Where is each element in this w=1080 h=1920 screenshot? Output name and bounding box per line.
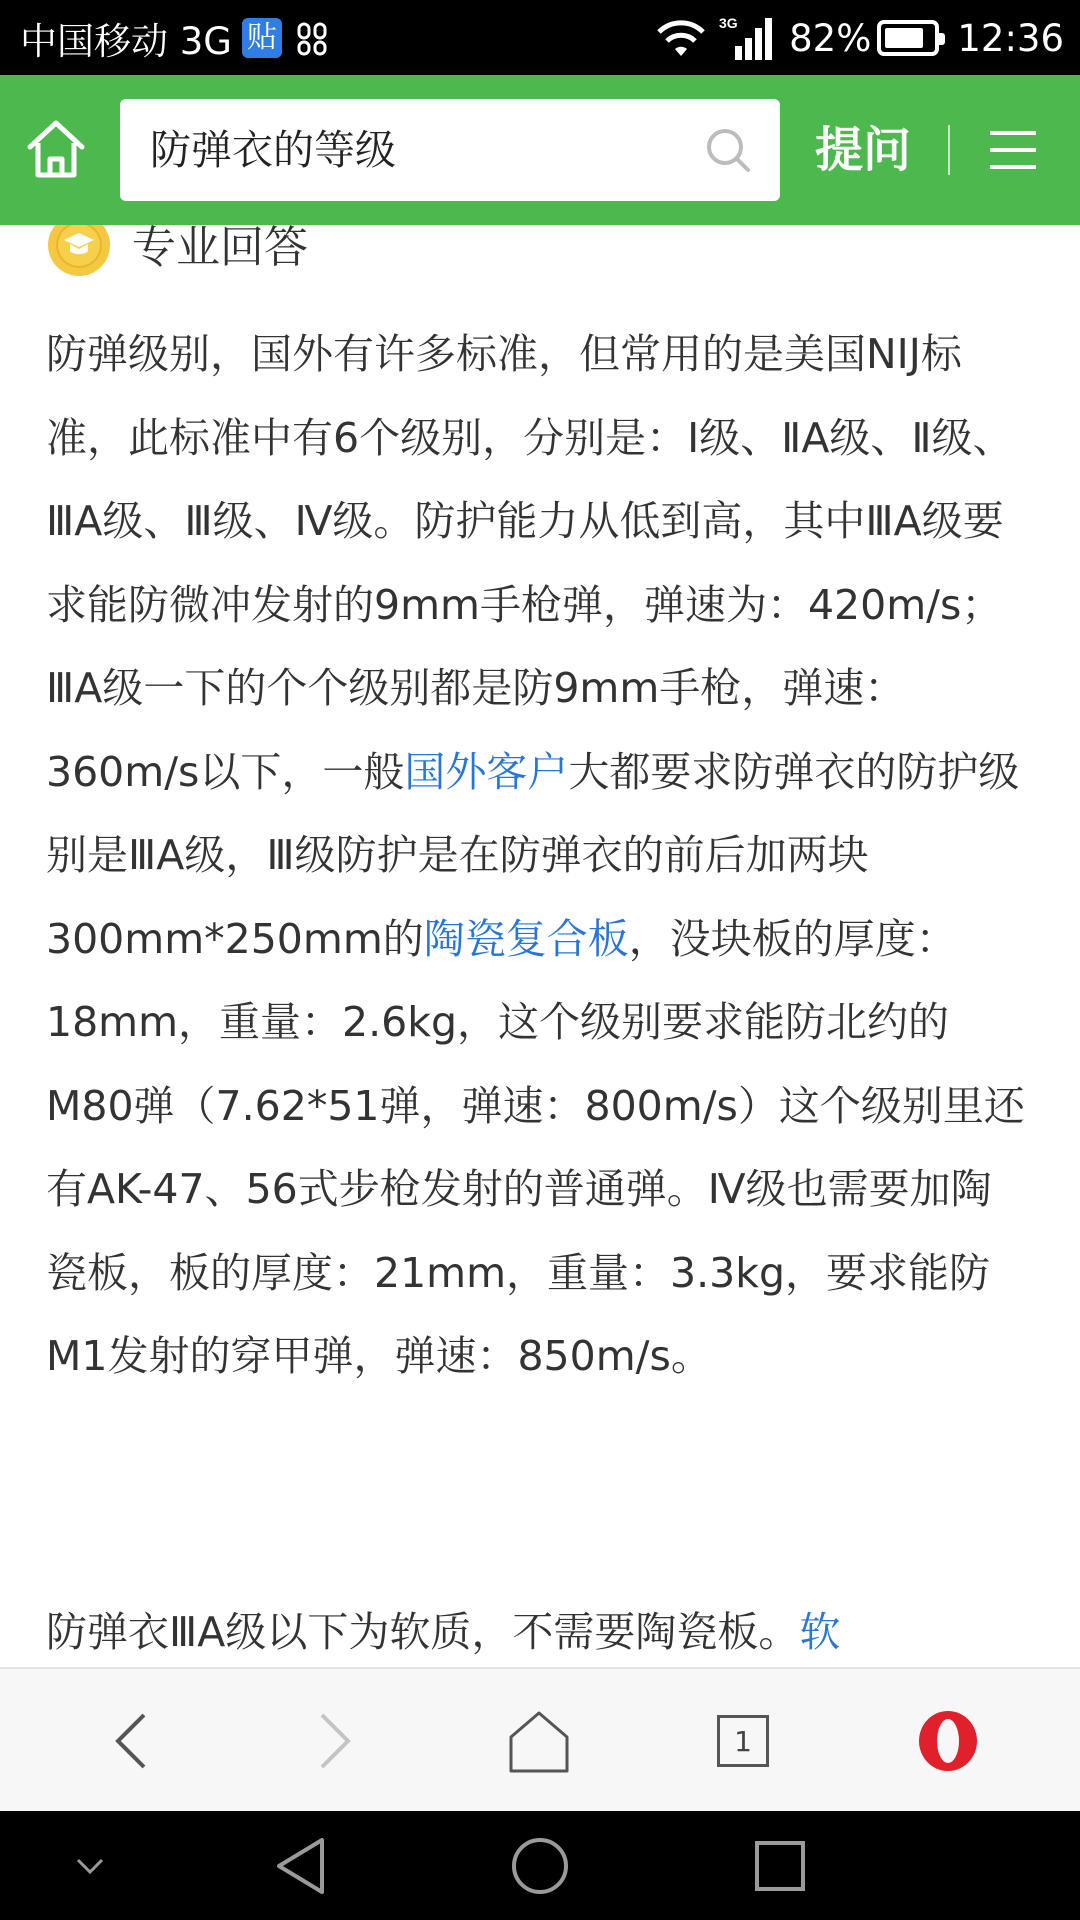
ask-button[interactable]: 提问 — [815, 122, 912, 178]
answer-header — [48, 225, 308, 281]
header-divider — [948, 125, 950, 175]
home-icon — [507, 1709, 571, 1773]
status-left — [20, 12, 330, 64]
wifi-icon — [655, 18, 707, 58]
search-query: 防弹衣的等级 — [150, 126, 396, 174]
nav-home-icon — [510, 1836, 570, 1896]
forward-button[interactable] — [284, 1669, 384, 1813]
carrier-label: 中国移动 3G — [20, 20, 232, 63]
opera-menu-button[interactable] — [898, 1669, 998, 1813]
clock: 12:36 — [957, 16, 1064, 60]
tabs-icon: 1 — [717, 1715, 769, 1767]
status-right — [655, 12, 1064, 64]
app-header — [0, 75, 1080, 225]
back-button[interactable] — [82, 1669, 182, 1813]
answer-text: ，没块板的厚度：18mm，重量：2.6kg，这个级别要求能防北约的M80弹（7.62*51弹，弹速：800m/s）这个级别里还有AK-47、56式步枪发射的普通弹。Ⅳ级也需要加陶瓷板，板的厚度：21mm，重量：3.3kg，要求能防M1发射的穿甲弹，弹速：850m/s。 — [46, 914, 1025, 1380]
nav-recents-icon — [754, 1840, 806, 1892]
answer-text: 大都要求防弹衣的防护级别是ⅢA级，Ⅲ级防护是在防弹衣的前后加两块300mm*250mm的 — [46, 747, 1020, 963]
browser-home-button[interactable] — [489, 1669, 589, 1813]
graduation-cap-icon — [63, 231, 95, 259]
answer-content[interactable] — [0, 225, 1080, 1667]
search-input[interactable] — [120, 99, 780, 201]
android-nav-bar — [0, 1811, 1080, 1920]
opera-icon — [916, 1709, 980, 1773]
battery-percent: 82% — [789, 16, 872, 60]
hide-nav-button[interactable] — [40, 1811, 140, 1920]
forward-icon — [314, 1711, 354, 1771]
answer-paragraph-1 — [46, 313, 1026, 1399]
answer-text: 防弹衣ⅢA级以下为软质，不需要陶瓷板。 — [46, 1608, 800, 1656]
battery-level — [885, 28, 923, 48]
home-icon[interactable] — [22, 115, 90, 183]
nav-home-button[interactable] — [490, 1811, 590, 1920]
answer-section-title: 专业回答 — [132, 225, 308, 273]
message-notification-icon — [296, 18, 330, 58]
menu-icon[interactable] — [988, 125, 1038, 175]
expert-medal-icon — [48, 225, 110, 276]
nav-back-icon — [274, 1836, 326, 1896]
tieba-notification-icon: 贴 — [242, 18, 282, 58]
signal-icon — [719, 14, 777, 62]
nav-back-button[interactable] — [250, 1811, 350, 1920]
search-icon[interactable] — [704, 126, 752, 174]
answer-paragraph-2 — [46, 1591, 1026, 1667]
link-foreign-customers[interactable]: 国外客户 — [404, 747, 569, 796]
browser-toolbar — [0, 1667, 1080, 1811]
nav-recents-button[interactable] — [730, 1811, 830, 1920]
chevron-down-icon — [75, 1856, 105, 1876]
battery-icon — [877, 20, 939, 56]
link-soft[interactable]: 软 — [799, 1608, 841, 1656]
svg-text:3G: 3G — [719, 15, 738, 31]
tabs-button[interactable] — [693, 1669, 793, 1813]
answer-text: 防弹级别，国外有许多标准，但常用的是美国NIJ标准，此标准中有6个级别，分别是：Ⅰ级、ⅡA级、Ⅱ级、ⅢA级、Ⅲ级、Ⅳ级。防护能力从低到高，其中ⅢA级要求能防微冲发射的9mm手枪弹，弹速为：420m/s；ⅢA级一下的个个级别都是防9mm手枪，弹速：360m/s以下，一般 — [46, 330, 1014, 796]
back-icon — [112, 1711, 152, 1771]
status-bar — [0, 0, 1080, 75]
link-ceramic-plate[interactable]: 陶瓷复合板 — [423, 914, 629, 963]
